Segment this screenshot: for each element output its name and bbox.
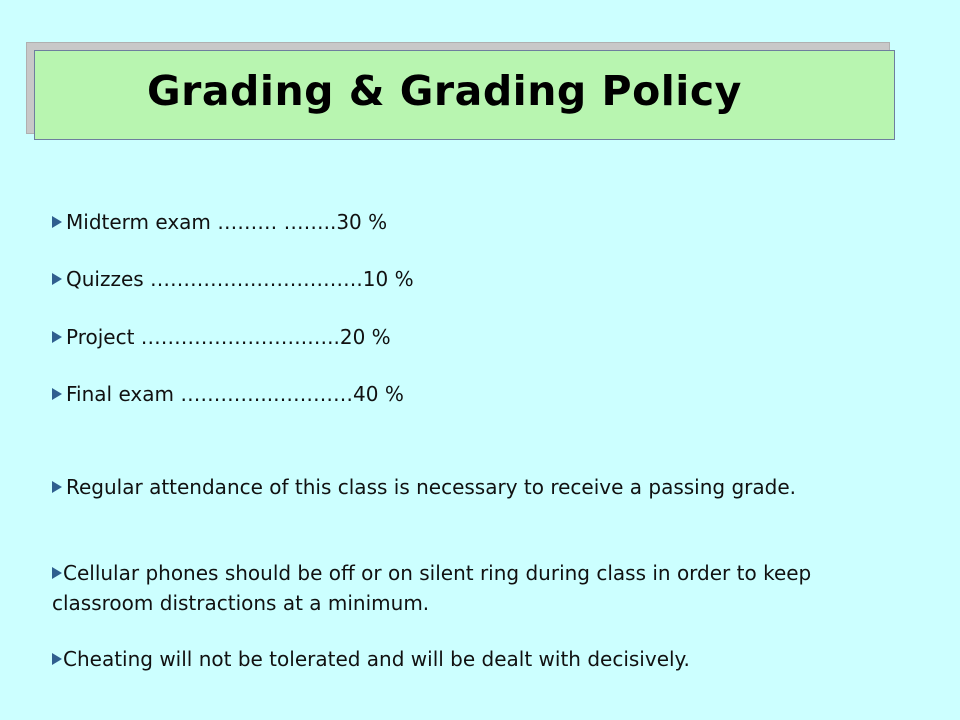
policy-text: Regular attendance of this class is necessary to receive a passing grade. [66, 475, 796, 499]
grading-item-midterm [52, 207, 387, 237]
grading-item-quizzes [52, 264, 414, 294]
grading-item-label: Final exam …………..…………40 % [66, 382, 404, 406]
grading-item-final [52, 379, 404, 409]
slide-title: Grading & Grading Policy [147, 67, 742, 115]
policy-cheating [52, 644, 832, 674]
triangle-bullet-icon [52, 331, 62, 343]
triangle-bullet-icon [52, 216, 62, 228]
triangle-bullet-icon [52, 273, 62, 285]
grading-item-label: Quizzes …………….…………….10 % [66, 267, 414, 291]
policy-cellular-phones [52, 558, 832, 618]
grading-item-project [52, 322, 391, 352]
title-box [34, 50, 895, 140]
policy-text: Cellular phones should be off or on silent ring during class in order to keep classroom distractions at a minimum. [52, 561, 812, 615]
triangle-bullet-icon [52, 388, 62, 400]
policy-attendance [52, 472, 832, 502]
triangle-bullet-icon [52, 653, 62, 665]
triangle-bullet-icon [52, 567, 62, 579]
policy-text: Cheating will not be tolerated and will be dealt with decisively. [63, 647, 690, 671]
triangle-bullet-icon [52, 481, 62, 493]
grading-item-label: Project …………………….…..20 % [66, 325, 391, 349]
grading-item-label: Midterm exam ……… ……..30 % [66, 210, 388, 234]
